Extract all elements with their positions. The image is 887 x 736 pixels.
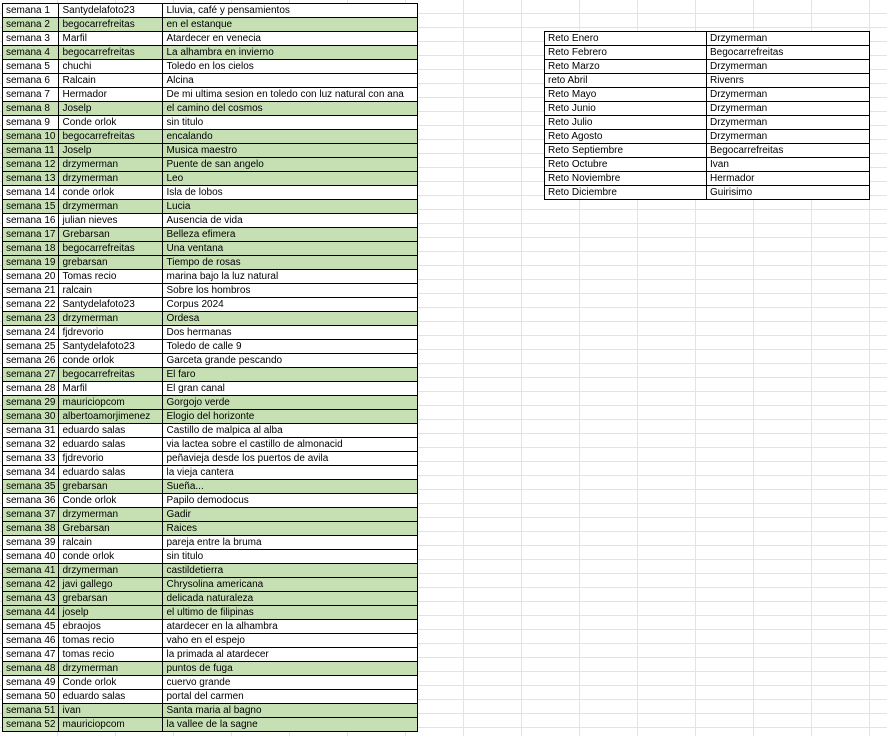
week-row [3, 158, 418, 172]
challenge-name-cell[interactable]: Reto Septiembre [545, 144, 707, 158]
challenge-row [545, 144, 870, 158]
user-cell[interactable]: begocarrefreitas [59, 18, 163, 32]
title-cell[interactable]: Corpus 2024 [163, 298, 418, 312]
user-cell[interactable]: drzymerman [59, 662, 163, 676]
user-cell[interactable]: ebraojos [59, 620, 163, 634]
week-row [3, 270, 418, 284]
week-cell[interactable]: semana 9 [3, 116, 59, 130]
title-cell[interactable]: Musica maestro [163, 144, 418, 158]
challenge-name-cell[interactable]: Reto Marzo [545, 60, 707, 74]
user-cell[interactable]: Joselp [59, 144, 163, 158]
user-cell[interactable]: julian nieves [59, 214, 163, 228]
week-cell[interactable]: semana 34 [3, 466, 59, 480]
week-row [3, 382, 418, 396]
week-cell[interactable]: semana 46 [3, 634, 59, 648]
title-cell[interactable]: peñavieja desde los puertos de avila [163, 452, 418, 466]
user-cell[interactable]: Marfil [59, 32, 163, 46]
week-row [3, 536, 418, 550]
challenge-winner-cell[interactable]: Begocarrefreitas [707, 144, 870, 158]
challenge-name-cell[interactable]: Reto Julio [545, 116, 707, 130]
user-cell[interactable]: drzymerman [59, 158, 163, 172]
user-cell[interactable]: Conde orlok [59, 676, 163, 690]
title-cell[interactable]: atardecer en la alhambra [163, 620, 418, 634]
user-cell[interactable]: begocarrefreitas [59, 242, 163, 256]
user-cell[interactable]: begocarrefreitas [59, 130, 163, 144]
title-cell[interactable]: Elogio del horizonte [163, 410, 418, 424]
week-cell[interactable]: semana 49 [3, 676, 59, 690]
week-row [3, 60, 418, 74]
challenge-winner-cell[interactable]: Ivan [707, 158, 870, 172]
week-cell[interactable]: semana 33 [3, 452, 59, 466]
title-cell[interactable]: Chrysolina americana [163, 578, 418, 592]
title-cell[interactable]: sin titulo [163, 550, 418, 564]
week-row [3, 690, 418, 704]
title-cell[interactable]: puntos de fuga [163, 662, 418, 676]
user-cell[interactable]: conde orlok [59, 550, 163, 564]
user-cell[interactable]: Joselp [59, 102, 163, 116]
title-cell[interactable]: la primada al atardecer [163, 648, 418, 662]
user-cell[interactable]: begocarrefreitas [59, 368, 163, 382]
week-row [3, 102, 418, 116]
challenge-name-cell[interactable]: Reto Octubre [545, 158, 707, 172]
week-row [3, 550, 418, 564]
challenge-winner-cell[interactable]: Drzymerman [707, 32, 870, 46]
user-cell[interactable]: mauriciopcom [59, 718, 163, 732]
week-cell[interactable]: semana 29 [3, 396, 59, 410]
week-cell[interactable]: semana 31 [3, 424, 59, 438]
user-cell[interactable]: Grebarsan [59, 228, 163, 242]
user-cell[interactable]: ivan [59, 704, 163, 718]
week-row [3, 396, 418, 410]
user-cell[interactable]: fjdrevorio [59, 326, 163, 340]
challenge-name-cell[interactable]: reto Abril [545, 74, 707, 88]
week-cell[interactable]: semana 10 [3, 130, 59, 144]
user-cell[interactable]: grebarsan [59, 480, 163, 494]
title-cell[interactable]: Alcina [163, 74, 418, 88]
title-cell[interactable]: portal del carmen [163, 690, 418, 704]
week-cell[interactable]: semana 5 [3, 60, 59, 74]
title-cell[interactable]: vaho en el espejo [163, 634, 418, 648]
week-cell[interactable]: semana 23 [3, 312, 59, 326]
title-cell[interactable]: Dos hermanas [163, 326, 418, 340]
challenge-winner-cell[interactable]: Drzymerman [707, 60, 870, 74]
user-cell[interactable]: Santydelafoto23 [59, 4, 163, 18]
week-row [3, 424, 418, 438]
challenge-name-cell[interactable]: Reto Enero [545, 32, 707, 46]
user-cell[interactable]: drzymerman [59, 312, 163, 326]
week-cell[interactable]: semana 2 [3, 18, 59, 32]
week-row [3, 214, 418, 228]
title-cell[interactable]: Papilo demodocus [163, 494, 418, 508]
title-cell[interactable]: el camino del cosmos [163, 102, 418, 116]
title-cell[interactable]: Una ventana [163, 242, 418, 256]
week-cell[interactable]: semana 48 [3, 662, 59, 676]
week-cell[interactable]: semana 4 [3, 46, 59, 60]
title-cell[interactable]: via lactea sobre el castillo de almonacid [163, 438, 418, 452]
challenge-row [545, 130, 870, 144]
title-cell[interactable]: Toledo en los cielos [163, 60, 418, 74]
week-row [3, 18, 418, 32]
week-cell[interactable]: semana 50 [3, 690, 59, 704]
challenge-name-cell[interactable]: Reto Mayo [545, 88, 707, 102]
week-cell[interactable]: semana 28 [3, 382, 59, 396]
title-cell[interactable]: Raices [163, 522, 418, 536]
title-cell[interactable]: la vieja cantera [163, 466, 418, 480]
title-cell[interactable]: la vallee de la sagne [163, 718, 418, 732]
title-cell[interactable]: Leo [163, 172, 418, 186]
week-row [3, 46, 418, 60]
user-cell[interactable]: grebarsan [59, 256, 163, 270]
user-cell[interactable]: fjdrevorio [59, 452, 163, 466]
week-row [3, 648, 418, 662]
title-cell[interactable]: Ausencia de vida [163, 214, 418, 228]
challenge-name-cell[interactable]: Reto Junio [545, 102, 707, 116]
challenge-winner-cell[interactable]: Guirisimo [707, 186, 870, 200]
week-cell[interactable]: semana 26 [3, 354, 59, 368]
challenge-winner-cell[interactable]: Drzymerman [707, 116, 870, 130]
week-row [3, 480, 418, 494]
title-cell[interactable]: Gadir [163, 508, 418, 522]
week-row [3, 284, 418, 298]
monthly-challenges-table [544, 31, 870, 200]
challenge-row [545, 102, 870, 116]
week-row [3, 172, 418, 186]
week-cell[interactable]: semana 19 [3, 256, 59, 270]
challenge-row [545, 116, 870, 130]
week-cell[interactable]: semana 17 [3, 228, 59, 242]
user-cell[interactable]: javi gallego [59, 578, 163, 592]
title-cell[interactable]: Tiempo de rosas [163, 256, 418, 270]
weekly-winners-body [3, 4, 418, 732]
user-cell[interactable]: drzymerman [59, 172, 163, 186]
title-cell[interactable]: Toledo de calle 9 [163, 340, 418, 354]
week-row [3, 410, 418, 424]
challenge-name-cell[interactable]: Reto Agosto [545, 130, 707, 144]
week-cell[interactable]: semana 39 [3, 536, 59, 550]
user-cell[interactable]: drzymerman [59, 508, 163, 522]
week-row [3, 438, 418, 452]
user-cell[interactable]: Marfil [59, 382, 163, 396]
week-cell[interactable]: semana 22 [3, 298, 59, 312]
challenge-row [545, 32, 870, 46]
week-cell[interactable]: semana 32 [3, 438, 59, 452]
user-cell[interactable]: chuchi [59, 60, 163, 74]
week-row [3, 32, 418, 46]
week-cell[interactable]: semana 6 [3, 74, 59, 88]
user-cell[interactable]: Santydelafoto23 [59, 298, 163, 312]
user-cell[interactable]: Conde orlok [59, 116, 163, 130]
title-cell[interactable]: El faro [163, 368, 418, 382]
week-cell[interactable]: semana 41 [3, 564, 59, 578]
week-cell[interactable]: semana 21 [3, 284, 59, 298]
week-cell[interactable]: semana 8 [3, 102, 59, 116]
week-cell[interactable]: semana 16 [3, 214, 59, 228]
week-row [3, 116, 418, 130]
user-cell[interactable]: eduardo salas [59, 438, 163, 452]
weekly-winners-table [2, 3, 418, 732]
week-cell[interactable]: semana 25 [3, 340, 59, 354]
week-cell[interactable]: semana 3 [3, 32, 59, 46]
challenge-row [545, 60, 870, 74]
week-row [3, 522, 418, 536]
title-cell[interactable]: Belleza efimera [163, 228, 418, 242]
user-cell[interactable]: Conde orlok [59, 494, 163, 508]
title-cell[interactable]: en el estanque [163, 18, 418, 32]
title-cell[interactable]: Sueña... [163, 480, 418, 494]
week-cell[interactable]: semana 38 [3, 522, 59, 536]
week-cell[interactable]: semana 52 [3, 718, 59, 732]
monthly-challenges-body [545, 32, 870, 200]
user-cell[interactable]: Hermador [59, 88, 163, 102]
week-row [3, 144, 418, 158]
user-cell[interactable]: Santydelafoto23 [59, 340, 163, 354]
week-row [3, 466, 418, 480]
user-cell[interactable]: Grebarsan [59, 522, 163, 536]
challenge-row [545, 158, 870, 172]
title-cell[interactable]: Sobre los hombros [163, 284, 418, 298]
user-cell[interactable]: eduardo salas [59, 466, 163, 480]
challenge-winner-cell[interactable]: Drzymerman [707, 88, 870, 102]
title-cell[interactable]: el ultimo de filipinas [163, 606, 418, 620]
week-row [3, 74, 418, 88]
week-cell[interactable]: semana 45 [3, 620, 59, 634]
user-cell[interactable]: eduardo salas [59, 690, 163, 704]
title-cell[interactable]: pareja entre la bruma [163, 536, 418, 550]
week-cell[interactable]: semana 36 [3, 494, 59, 508]
title-cell[interactable]: Lluvia, café y pensamientos [163, 4, 418, 18]
week-row [3, 578, 418, 592]
title-cell[interactable]: Castillo de malpica al alba [163, 424, 418, 438]
week-row [3, 4, 418, 18]
week-row [3, 354, 418, 368]
week-row [3, 704, 418, 718]
user-cell[interactable]: ralcain [59, 536, 163, 550]
week-row [3, 312, 418, 326]
title-cell[interactable]: marina bajo la luz natural [163, 270, 418, 284]
challenge-row [545, 172, 870, 186]
week-cell[interactable]: semana 51 [3, 704, 59, 718]
week-row [3, 662, 418, 676]
week-cell[interactable]: semana 44 [3, 606, 59, 620]
week-cell[interactable]: semana 14 [3, 186, 59, 200]
week-cell[interactable]: semana 42 [3, 578, 59, 592]
user-cell[interactable]: eduardo salas [59, 424, 163, 438]
title-cell[interactable]: delicada naturaleza [163, 592, 418, 606]
week-cell[interactable]: semana 37 [3, 508, 59, 522]
title-cell[interactable]: castildetierra [163, 564, 418, 578]
week-row [3, 494, 418, 508]
user-cell[interactable]: grebarsan [59, 592, 163, 606]
challenge-winner-cell[interactable]: Drzymerman [707, 130, 870, 144]
week-cell[interactable]: semana 13 [3, 172, 59, 186]
challenge-row [545, 46, 870, 60]
week-cell[interactable]: semana 11 [3, 144, 59, 158]
week-row [3, 186, 418, 200]
challenge-winner-cell[interactable]: Drzymerman [707, 102, 870, 116]
title-cell[interactable]: Atardecer en venecia [163, 32, 418, 46]
challenge-winner-cell[interactable]: Hermador [707, 172, 870, 186]
user-cell[interactable]: albertoamorjimenez [59, 410, 163, 424]
week-cell[interactable]: semana 7 [3, 88, 59, 102]
week-row [3, 298, 418, 312]
week-row [3, 326, 418, 340]
title-cell[interactable]: Santa maria al bagno [163, 704, 418, 718]
week-row [3, 130, 418, 144]
week-row [3, 606, 418, 620]
week-row [3, 452, 418, 466]
user-cell[interactable]: tomas recio [59, 634, 163, 648]
week-cell[interactable]: semana 18 [3, 242, 59, 256]
title-cell[interactable]: Isla de lobos [163, 186, 418, 200]
week-row [3, 620, 418, 634]
title-cell[interactable]: Garceta grande pescando [163, 354, 418, 368]
week-row [3, 676, 418, 690]
week-row [3, 592, 418, 606]
week-cell[interactable]: semana 15 [3, 200, 59, 214]
user-cell[interactable]: conde orlok [59, 354, 163, 368]
week-row [3, 256, 418, 270]
week-row [3, 200, 418, 214]
title-cell[interactable]: Ordesa [163, 312, 418, 326]
title-cell[interactable]: sin titulo [163, 116, 418, 130]
week-cell[interactable]: semana 47 [3, 648, 59, 662]
week-cell[interactable]: semana 24 [3, 326, 59, 340]
week-cell[interactable]: semana 35 [3, 480, 59, 494]
title-cell[interactable]: Puente de san angelo [163, 158, 418, 172]
title-cell[interactable]: El gran canal [163, 382, 418, 396]
challenge-name-cell[interactable]: Reto Noviembre [545, 172, 707, 186]
title-cell[interactable]: Lucia [163, 200, 418, 214]
week-row [3, 508, 418, 522]
user-cell[interactable]: mauriciopcom [59, 396, 163, 410]
challenge-row [545, 88, 870, 102]
week-row [3, 634, 418, 648]
user-cell[interactable]: conde orlok [59, 186, 163, 200]
week-cell[interactable]: semana 30 [3, 410, 59, 424]
week-cell[interactable]: semana 20 [3, 270, 59, 284]
week-cell[interactable]: semana 12 [3, 158, 59, 172]
challenge-row [545, 74, 870, 88]
title-cell[interactable]: cuervo grande [163, 676, 418, 690]
user-cell[interactable]: tomas recio [59, 648, 163, 662]
user-cell[interactable]: drzymerman [59, 200, 163, 214]
challenge-name-cell[interactable]: Reto Diciembre [545, 186, 707, 200]
week-row [3, 564, 418, 578]
challenge-winner-cell[interactable]: Begocarrefreitas [707, 46, 870, 60]
user-cell[interactable]: joselp [59, 606, 163, 620]
title-cell[interactable]: Gorgojo verde [163, 396, 418, 410]
challenge-name-cell[interactable]: Reto Febrero [545, 46, 707, 60]
week-cell[interactable]: semana 1 [3, 4, 59, 18]
week-cell[interactable]: semana 43 [3, 592, 59, 606]
title-cell[interactable]: La alhambra en invierno [163, 46, 418, 60]
user-cell[interactable]: Tomas recio [59, 270, 163, 284]
week-row [3, 718, 418, 732]
title-cell[interactable]: De mi ultima sesion en toledo con luz natural con ana [163, 88, 418, 102]
user-cell[interactable]: drzymerman [59, 564, 163, 578]
user-cell[interactable]: Ralcain [59, 74, 163, 88]
week-row [3, 368, 418, 382]
week-row [3, 88, 418, 102]
week-cell[interactable]: semana 40 [3, 550, 59, 564]
challenge-row [545, 186, 870, 200]
week-row [3, 242, 418, 256]
title-cell[interactable]: encalando [163, 130, 418, 144]
challenge-winner-cell[interactable]: Rivenrs [707, 74, 870, 88]
user-cell[interactable]: begocarrefreitas [59, 46, 163, 60]
week-cell[interactable]: semana 27 [3, 368, 59, 382]
week-row [3, 340, 418, 354]
user-cell[interactable]: ralcain [59, 284, 163, 298]
week-row [3, 228, 418, 242]
